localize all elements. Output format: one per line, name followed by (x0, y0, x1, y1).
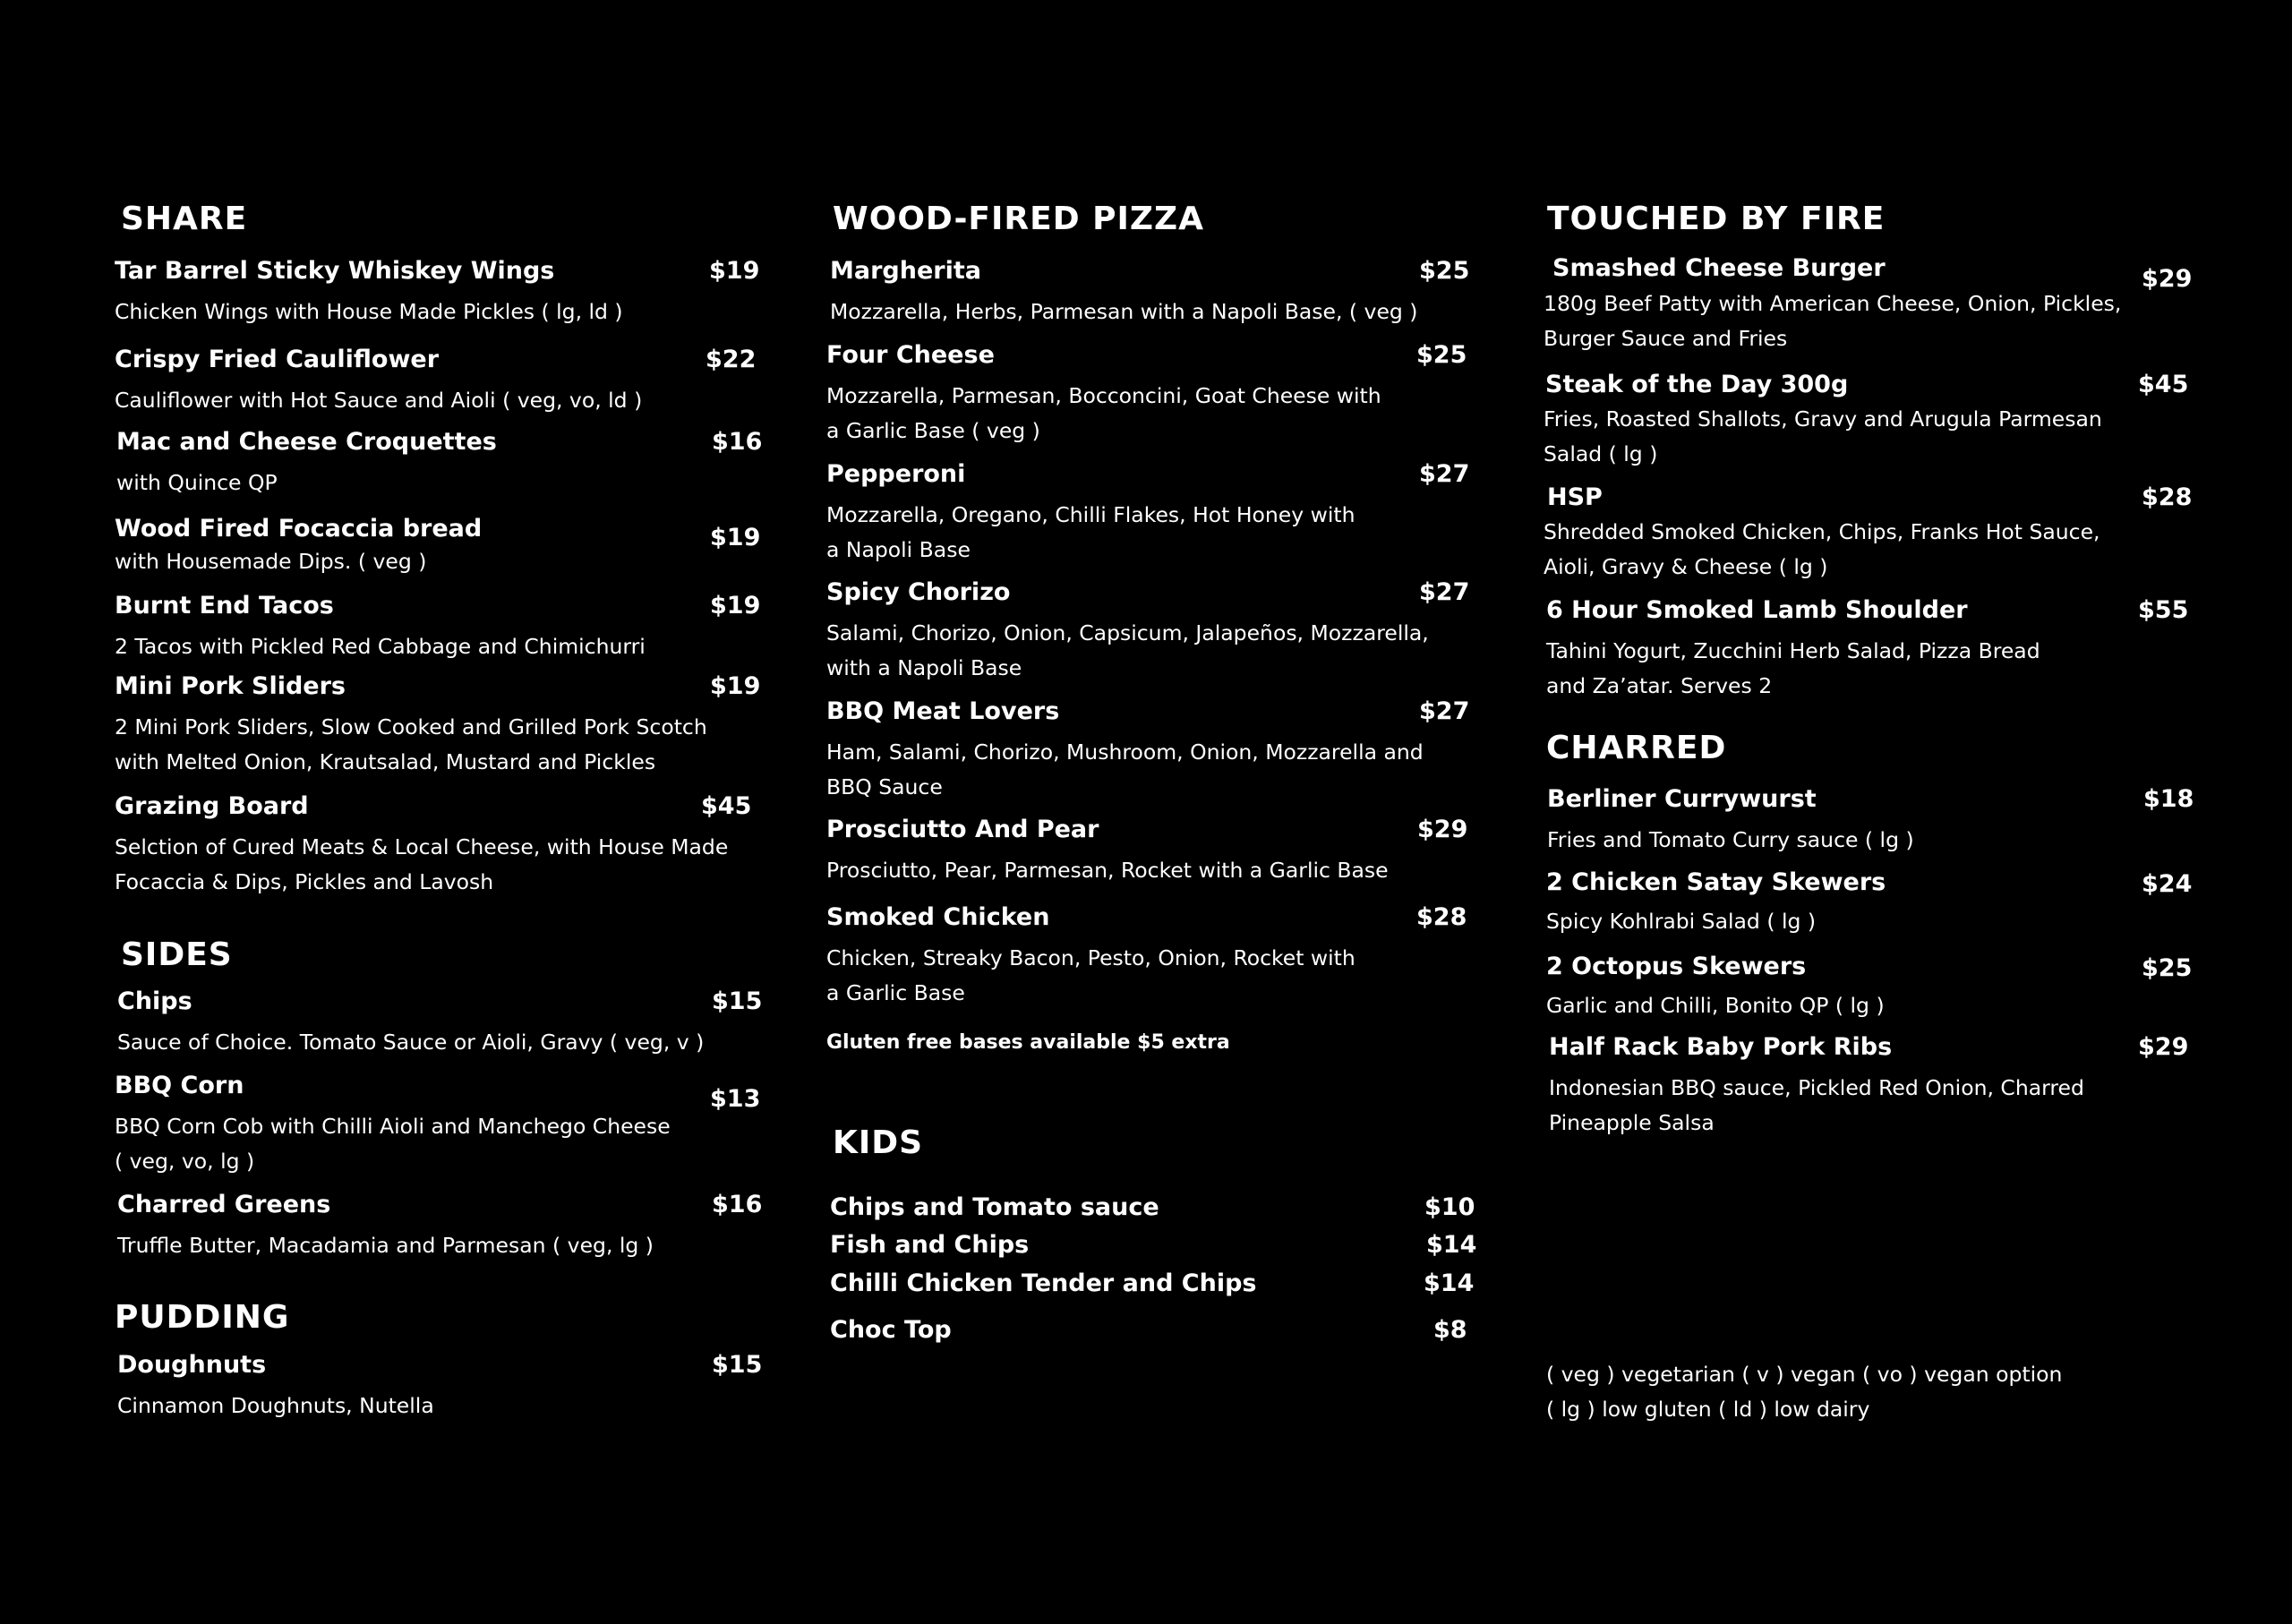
item-price: $29 (2142, 265, 2193, 293)
section-title-kids: KIDS (833, 1124, 924, 1161)
item-description: a Napoli Base (826, 537, 971, 562)
item-name: Doughnuts (117, 1351, 267, 1379)
item-name: Four Cheese (826, 341, 995, 369)
item-description: 180g Beef Patty with American Cheese, Onion, Pickles, (1544, 291, 2122, 316)
item-price: $28 (1416, 903, 1467, 931)
item-name: Wood Fired Focaccia bread (115, 515, 483, 543)
item-description: Mozzarella, Parmesan, Bocconcini, Goat Cheese with (826, 383, 1381, 408)
item-name: Mini Pork Sliders (115, 672, 346, 700)
item-price: $24 (2142, 870, 2193, 898)
item-description: Ham, Salami, Chorizo, Mushroom, Onion, Mozzarella and (826, 739, 1424, 765)
item-name: Chilli Chicken Tender and Chips (830, 1269, 1257, 1297)
item-name: Prosciutto And Pear (826, 816, 1099, 843)
item-name: Spicy Chorizo (826, 578, 1011, 606)
item-price: $14 (1424, 1269, 1475, 1297)
item-price: $10 (1424, 1193, 1475, 1221)
item-description: Spicy Kohlrabi Salad ( lg ) (1546, 909, 1817, 934)
item-description: Sauce of Choice. Tomato Sauce or Aioli, Gravy ( veg, v ) (117, 1030, 705, 1055)
item-name: Crispy Fried Cauliflower (115, 346, 440, 373)
item-price: $25 (1416, 341, 1467, 369)
item-name: Chips and Tomato sauce (830, 1193, 1159, 1221)
section-title-share: SHARE (121, 201, 248, 237)
item-name: Steak of the Day 300g (1545, 371, 1849, 398)
item-description: 2 Tacos with Pickled Red Cabbage and Chimichurri (115, 634, 646, 659)
item-description: Fries and Tomato Curry sauce ( lg ) (1547, 827, 1914, 852)
item-description: a Garlic Base (826, 980, 965, 1005)
item-name: Choc Top (830, 1316, 952, 1344)
item-price: $16 (712, 428, 763, 456)
item-description: Cinnamon Doughnuts, Nutella (117, 1393, 434, 1418)
item-price: $13 (710, 1085, 761, 1113)
item-price: $29 (1417, 816, 1468, 843)
item-price: $8 (1433, 1316, 1467, 1344)
item-description: with Quince QP (116, 470, 278, 495)
item-description: with Melted Onion, Krautsalad, Mustard and Pickles (115, 749, 656, 774)
section-title-sides: SIDES (121, 936, 233, 973)
item-price: $15 (712, 987, 763, 1015)
item-name: Berliner Currywurst (1547, 785, 1817, 813)
item-description: Chicken Wings with House Made Pickles ( lg, ld ) (115, 299, 623, 324)
item-price: $16 (712, 1191, 763, 1218)
item-price: $27 (1419, 697, 1470, 725)
item-description: Aioli, Gravy & Cheese ( lg ) (1544, 554, 1828, 579)
item-name: Grazing Board (115, 792, 309, 820)
item-description: Focaccia & Dips, Pickles and Lavosh (115, 869, 494, 894)
item-description: with Housemade Dips. ( veg ) (115, 549, 427, 574)
item-description: Salami, Chorizo, Onion, Capsicum, Jalapeños, Mozzarella, (826, 620, 1429, 645)
item-price: $25 (2142, 954, 2193, 982)
item-price: $28 (2142, 483, 2193, 511)
item-price: $27 (1419, 578, 1470, 606)
item-name: Smoked Chicken (826, 903, 1050, 931)
item-description: Garlic and Chilli, Bonito QP ( lg ) (1546, 993, 1885, 1018)
item-description: Indonesian BBQ sauce, Pickled Red Onion, Charred (1549, 1075, 2084, 1100)
item-description: with a Napoli Base (826, 655, 1022, 680)
item-description: and Za’atar. Serves 2 (1546, 673, 1773, 698)
item-price: $18 (2143, 785, 2194, 813)
item-name: 2 Chicken Satay Skewers (1546, 868, 1886, 896)
item-description: BBQ Sauce (826, 774, 943, 799)
item-name: 2 Octopus Skewers (1546, 953, 1807, 980)
item-description: Cauliflower with Hot Sauce and Aioli ( veg, vo, ld ) (115, 388, 643, 413)
item-description: ( veg, vo, lg ) (115, 1149, 255, 1174)
item-description: Fries, Roasted Shallots, Gravy and Arugula Parmesan (1544, 406, 2102, 432)
item-description: Mozzarella, Herbs, Parmesan with a Napoli Base, ( veg ) (830, 299, 1418, 324)
item-description: Shredded Smoked Chicken, Chips, Franks Hot Sauce, (1544, 519, 2100, 544)
item-description: Mozzarella, Oregano, Chilli Flakes, Hot Honey with (826, 502, 1356, 527)
section-title-pizza: WOOD-FIRED PIZZA (833, 201, 1204, 237)
item-name: Pepperoni (826, 460, 966, 488)
item-price: $29 (2138, 1033, 2189, 1061)
item-name: Half Rack Baby Pork Ribs (1549, 1033, 1893, 1061)
item-price: $45 (701, 792, 752, 820)
item-price: $15 (712, 1351, 763, 1379)
item-description: Chicken, Streaky Bacon, Pesto, Onion, Rocket with (826, 945, 1356, 970)
item-name: HSP (1547, 483, 1603, 511)
section-title-touched-by-fire: TOUCHED BY FIRE (1547, 201, 1886, 237)
item-description: Pineapple Salsa (1549, 1110, 1715, 1135)
item-name: BBQ Meat Lovers (826, 697, 1060, 725)
item-name: Smashed Cheese Burger (1552, 254, 1886, 282)
item-description: a Garlic Base ( veg ) (826, 418, 1040, 443)
item-name: Burnt End Tacos (115, 592, 334, 620)
item-description: Selction of Cured Meats & Local Cheese, with House Made (115, 834, 729, 859)
item-description: Prosciutto, Pear, Parmesan, Rocket with a Garlic Base (826, 858, 1389, 883)
item-price: $19 (709, 257, 760, 285)
item-price: $27 (1419, 460, 1470, 488)
section-title-pudding: PUDDING (115, 1299, 290, 1336)
item-name: Margherita (830, 257, 981, 285)
item-price: $45 (2138, 371, 2189, 398)
item-description: 2 Mini Pork Sliders, Slow Cooked and Grilled Pork Scotch (115, 714, 707, 739)
gluten-free-note: Gluten free bases available $5 extra (826, 1031, 1230, 1054)
item-name: Chips (117, 987, 192, 1015)
item-name: 6 Hour Smoked Lamb Shoulder (1546, 596, 1968, 624)
item-name: Tar Barrel Sticky Whiskey Wings (115, 257, 555, 285)
item-description: Truffle Butter, Macadamia and Parmesan ( veg, lg ) (117, 1233, 654, 1258)
item-description: BBQ Corn Cob with Chilli Aioli and Manchego Cheese (115, 1114, 671, 1139)
legend-line: ( lg ) low gluten ( ld ) low dairy (1546, 1397, 1870, 1422)
item-price: $14 (1426, 1231, 1477, 1259)
item-price: $19 (710, 524, 761, 551)
item-price: $22 (706, 346, 757, 373)
item-price: $19 (710, 672, 761, 700)
item-description: Burger Sauce and Fries (1544, 326, 1788, 351)
legend-line: ( veg ) vegetarian ( v ) vegan ( vo ) vegan option (1546, 1362, 2063, 1387)
dietary-legend (1546, 1357, 2062, 1427)
item-description: Tahini Yogurt, Zucchini Herb Salad, Pizza Bread (1546, 638, 2040, 663)
item-name: Charred Greens (117, 1191, 331, 1218)
item-price: $55 (2138, 596, 2189, 624)
item-price: $19 (710, 592, 761, 620)
item-price: $25 (1419, 257, 1470, 285)
item-name: Fish and Chips (830, 1231, 1030, 1259)
item-name: Mac and Cheese Croquettes (116, 428, 497, 456)
item-description: Salad ( lg ) (1544, 441, 1658, 466)
section-title-charred: CHARRED (1546, 730, 1727, 766)
item-name: BBQ Corn (115, 1072, 244, 1099)
